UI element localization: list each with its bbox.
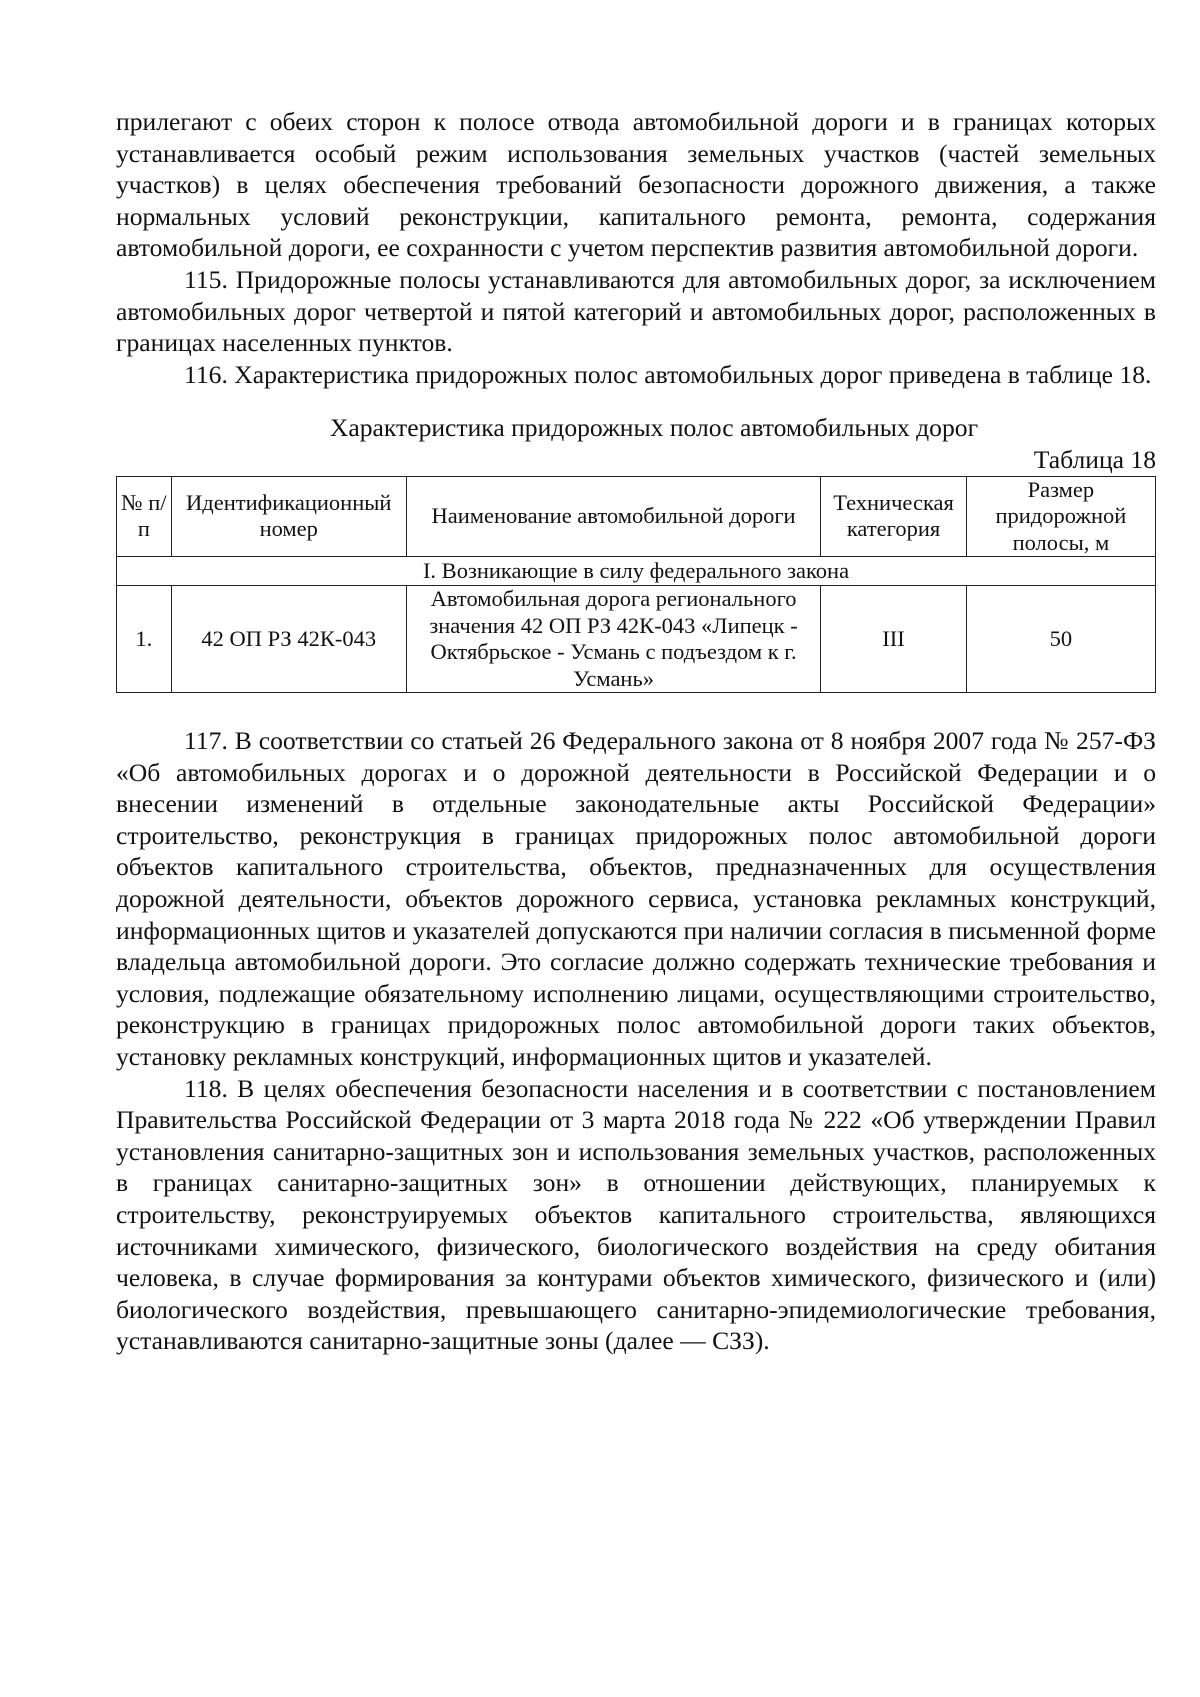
paragraph-116: 116. Характеристика придорожных полос автомобильных дорог приведена в таблице 18. [184,359,1152,389]
document-page [116,106,1156,1357]
roadside-strips-table [116,476,1156,694]
paragraph-115: 115. Придорожные полосы устанавливаются для автомобильных дорог, за исключением автомобильных дорог четвертой и пятой категорий и автомобильных дорог, расположенных в границах населенных пунктов. [116,264,1156,358]
paragraph-117: 117. В соответствии со статьей 26 Федерального закона от 8 ноября 2007 года № 257-ФЗ «Об автомобильных дорогах и о дорожной деятельности в Российской Федерации и о внесении изменений в отдельные законодательные акты Российской Федерации» строительство, реконструкция в границах придорожных полос автомобильной дороги объектов капитального строительства, объектов, предназначенных для осуществления дорожной деятельности, объектов дорожного сервиса, установка рекламных конструкций, информационных щитов и указателей допускаются при наличии согласия в письменной форме владельца автомобильной дороги. Это согласие должно содержать технические требования и условия, подлежащие обязательному исполнению лицами, осуществляющими строительство, реконструкцию в границах придорожных полос автомобильной дороги таких объектов, установку рекламных конструкций, информационных щитов и указателей. [116,726,1156,1071]
header-id: Идентификационный номер [171,476,406,557]
cell-size: 50 [966,586,1155,693]
table-row [117,586,1156,693]
cell-id: 42 ОП РЗ 42К-043 [171,586,406,693]
paragraph-118: 118. В целях обеспечения безопасности населения и в соответствии с постановлением Правительства Российской Федерации от 3 марта 2018 года № 222 «Об утверждении Правил установления санитарно-защитных зон и использования земельных участков, расположенных в границах санитарно-защитных зон» в отношении действующих, планируемых к строительству, реконструируемых объектов капитального строительства, являющихся источниками химического, физического, биологического воздействия на среду обитания человека, в случае формирования за контурами объектов химического, физического и (или) биологического воздействия, превышающего санитарно-эпидемиологические требования, устанавливаются санитарно-защитные зоны (далее — СЗЗ). [116,1073,1156,1356]
table-caption: Характеристика придорожных полос автомобильных дорог [329,413,979,443]
table-header-row [117,476,1156,557]
section-title: I. Возникающие в силу федерального закона [117,557,1156,586]
header-category: Техническая категория [821,476,966,557]
header-name: Наименование автомобильной дороги [406,476,821,557]
cell-category: III [821,586,966,693]
table-label: Таблица 18 [1033,444,1156,474]
header-num: № п/п [117,476,172,557]
header-size: Размер придорожной полосы, м [966,476,1155,557]
cell-name: Автомобильная дорога регионального значения 42 ОП РЗ 42К-043 «Липецк - Октябрьское - Усмань с подъездом к г. Усмань» [406,586,821,693]
paragraph-continuation: прилегают с обеих сторон к полосе отвода автомобильной дороги и в границах которых устанавливается особый режим использования земельных участков (частей земельных участков) в целях обеспечения требований безопасности дорожного движения, а также нормальных условий реконструкции, капитального ремонта, ремонта, содержания автомобильной дороги, ее сохранности с учетом перспектив развития автомобильной дороги. [116,107,1156,263]
table-section-row [117,557,1156,586]
cell-num: 1. [117,586,172,693]
